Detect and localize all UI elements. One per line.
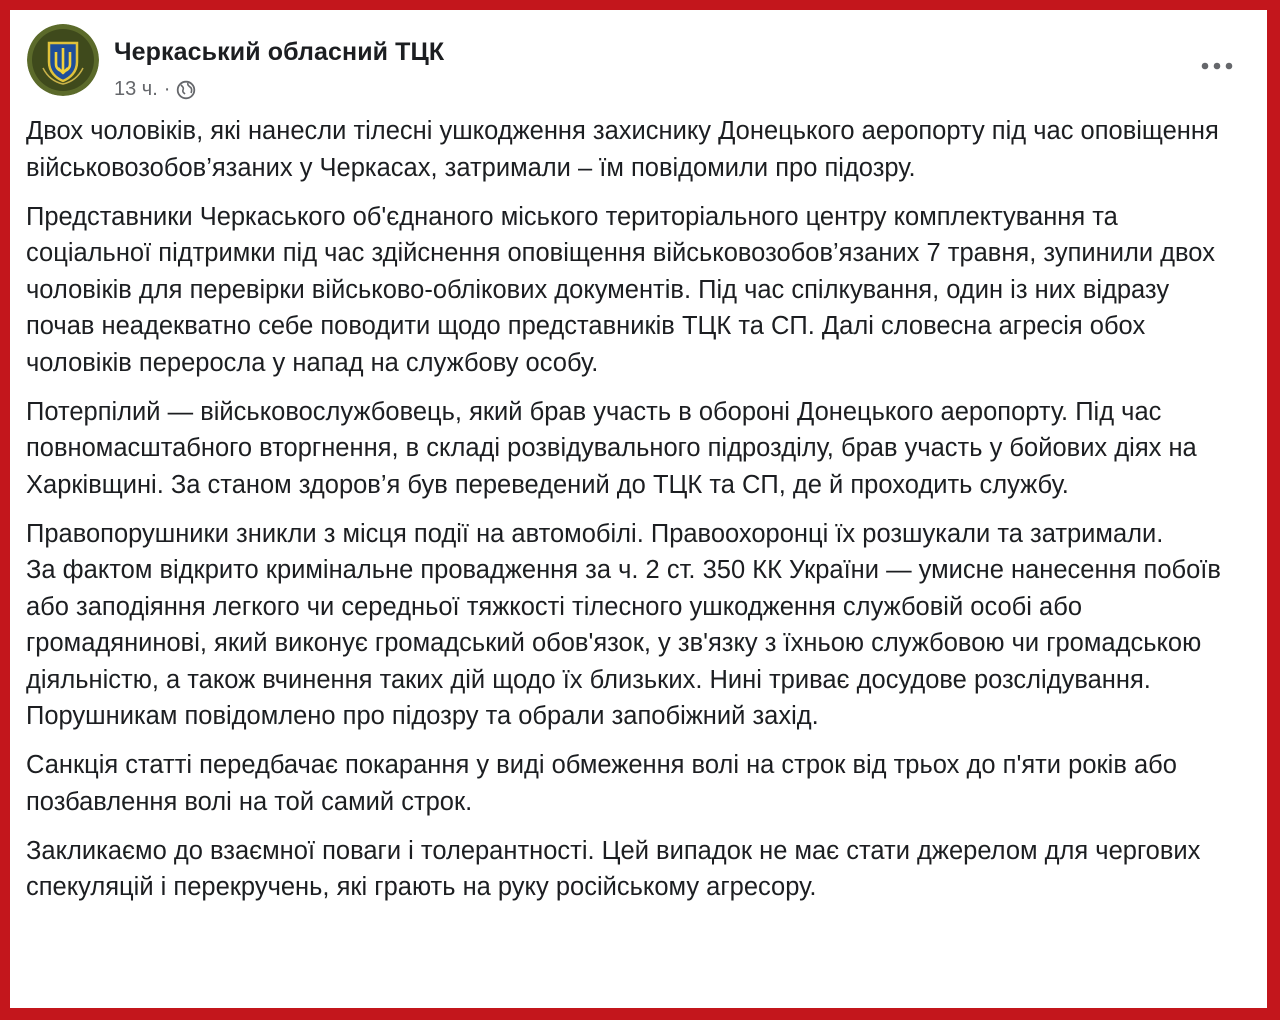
post-paragraph: Потерпілий — військовослужбовець, який брав участь в обороні Донецького аеропорту. Під час повномасштабного вторгнення, в складі розвідувального підрозділу, брав участь у бойових діях на Харківщині. За станом здоров’я був переведений до ТЦК та СП, де й проходить службу. — [26, 397, 1197, 499]
post-paragraph: Представники Черкаського об'єднаного міського територіального центру комплектування та соціальної підтримки під час здійснення оповіщення військовозобов’язаних 7 травня, зупинили двох чоловіків для перевірки військово-облікових документів. Під час спілкування, один із них відразу почав неадекватно себе поводити щодо представників ТЦК та СП. Далі словесна агресія обох чоловіків переросла у напад на службову особу. — [26, 202, 1215, 377]
post-meta — [114, 78, 196, 101]
post-paragraph: Закликаємо до взаємної поваги і толерантності. Цей випадок не має стати джерелом для чергових спекуляцій і перекручень, які грають на руку російському агресору. — [26, 836, 1201, 901]
post-text — [26, 113, 1236, 918]
more-options-icon — [1201, 62, 1233, 70]
post-timestamp[interactable]: 13 ч. — [114, 78, 158, 100]
meta-separator: · — [163, 78, 171, 100]
avatar[interactable] — [27, 24, 99, 96]
post-paragraph: Двох чоловіків, які нанесли тілесні ушкодження захиснику Донецького аеропорту під час оповіщення військовозобов’язаних у Черкасах, затримали – їм повідомили про підозру. — [26, 117, 1219, 182]
post-paragraph: Правопорушники зникли з місця події на автомобілі. Правоохоронці їх розшукали та затримали. За фактом відкрито кримінальне провадження за ч. 2 ст. 350 КК України — умисне нанесення побоїв або заподіяння легкого чи середньої тяжкості тілесного ушкодження службовій особі або громадянинові, який виконує громадський обов'язок, у зв'язку з їхньою службовою чи громадською діяльністю, а також вчинення таких дій щодо їх близьких. Нині триває досудове розслідування. Порушникам повідомлено про підозру та обрали запобіжний захід. — [26, 519, 1221, 730]
post-header — [24, 22, 1253, 102]
globe-icon — [176, 80, 196, 100]
emblem-icon — [27, 24, 99, 96]
page-name[interactable]: Черкаський обласний ТЦК — [114, 38, 445, 66]
post-card — [10, 10, 1267, 1008]
more-options-button[interactable] — [1197, 54, 1237, 78]
post-paragraph: Санкція статті передбачає покарання у виді обмеження волі на строк від трьох до п'яти років або позбавлення волі на той самий строк. — [26, 751, 1177, 816]
